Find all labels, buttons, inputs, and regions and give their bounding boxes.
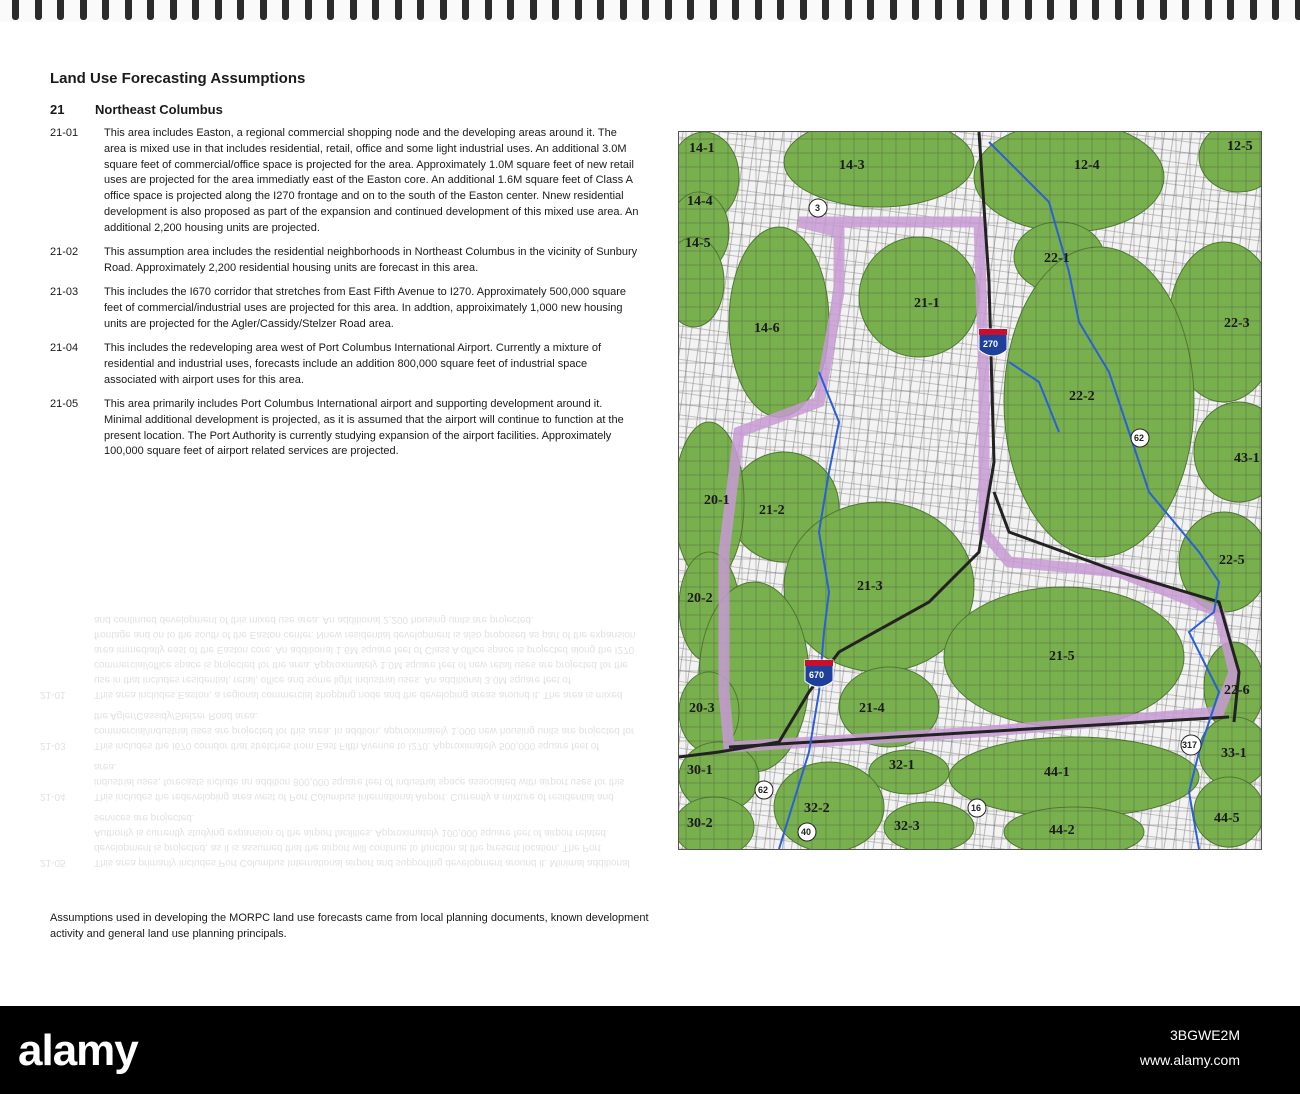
map-canvas [679,132,1261,849]
binding-ring [530,0,537,20]
zone-label: 44-5 [1214,811,1240,826]
binding-ring [417,0,424,20]
entry-code: 21-04 [50,342,79,355]
binding-ring [957,0,964,20]
zone-label: 33-1 [1221,746,1247,761]
entry-text: This assumption area includes the residential neighborhoods in Northeast Columbus in the vicinity of Sunbury Road. Approximately 2,200 residential housing units are forecast in this area. [104,246,638,274]
spiral-binding [0,0,1300,22]
route-shield [1181,735,1201,755]
binding-ring [215,0,222,20]
svg-text:16: 16 [971,803,982,813]
zone-label: 32-3 [894,819,920,834]
zone-label: 20-3 [689,701,715,716]
binding-ring [890,0,897,20]
bleed-through-text: 21-05 This area primarily includes Port Columbus International airport and supporting development around it. Minimal additional development is projected, as it is assumed that the airport will continue to function at the present location. The Port Authority is currently studying expansion of the airport facilities. Approximately 100,000 square feet of airport related services are projected. 21-04 This includes the redeveloping area west of Port Columbus International Airport. Currently a mixture of residential and industrial uses, forecasts include an addition 800,000 square feet of industrial space associated with airport uses for this area. 21-03 This includes the I670 corridor that stretches from East Fifth Avenue to I270. Approximately 500,000 square feet of commercial/industrial uses are projected for this area. In addtion, approiximately 1,000 new housing units are projected for the Agler/Cassidy/Stelzer Road area. 21-01 This area includes Easton, a regional commercial shopping node and the developing areas around it. The area is mixed use in that includes residential, retail, office and some light industrial uses. An additional 3.0M square feet of commercial/office space is projected for the area. Approximately 1.0M square feet of new retail uses are projected for the area immediatly east of the Easton core. An additional 1.6M square feet of Class A office space is projected along the I270 frontage and on to the south of the Easton center. Nnew residential development is also proposed as part of the expansion and continued development of this mixed use area. An additional 2,200 housing units are projected. [40,614,636,868]
binding-ring [507,0,514,20]
section-name: Northeast Columbus [95,102,223,117]
binding-ring [1115,0,1122,20]
interstate-shield [979,329,1007,356]
zone-label: 20-1 [704,493,730,508]
svg-text:62: 62 [758,785,769,795]
binding-ring [170,0,177,20]
zone-label: 22-6 [1224,683,1250,698]
binding-ring [305,0,312,20]
zone-label: 22-2 [1069,389,1095,404]
zone-label: 20-2 [687,591,713,606]
watermark-logo: alamy [18,1026,138,1075]
binding-ring [1160,0,1167,20]
land-use-map [678,131,1262,850]
binding-ring [867,0,874,20]
interstate-shield [805,660,833,687]
binding-ring [125,0,132,20]
binding-ring [1025,0,1032,20]
zone-label: 30-1 [687,763,713,778]
binding-ring [800,0,807,20]
binding-ring [372,0,379,20]
zone-label: 14-5 [685,236,711,251]
binding-ring [1182,0,1189,20]
binding-ring [260,0,267,20]
section-heading [50,102,223,117]
assumption-list [50,126,640,469]
binding-ring [462,0,469,20]
binding-ring [620,0,627,20]
zone-label: 21-1 [914,296,940,311]
binding-ring [102,0,109,20]
zone-label: 12-5 [1227,139,1253,154]
entry-code: 21-02 [50,246,79,259]
binding-ring [710,0,717,20]
binding-ring [912,0,919,20]
binding-ring [12,0,19,20]
route-shield [809,199,827,217]
binding-ring [755,0,762,20]
binding-ring [80,0,87,20]
binding-ring [1047,0,1054,20]
assumption-entry [50,341,640,388]
route-shield [755,781,773,799]
binding-ring [1070,0,1077,20]
svg-text:270: 270 [983,339,999,349]
zone-label: 14-3 [839,158,865,173]
zone-label: 32-2 [804,801,830,816]
binding-ring [282,0,289,20]
binding-ring [665,0,672,20]
binding-ring [687,0,694,20]
zone-label: 22-3 [1224,316,1250,331]
binding-ring [327,0,334,20]
entry-code: 21-05 [50,397,79,410]
binding-ring [57,0,64,20]
zone-label: 22-1 [1044,251,1070,266]
binding-ring [440,0,447,20]
binding-ring [1002,0,1009,20]
zone-label: 12-4 [1074,158,1100,173]
zone-label: 21-4 [859,701,885,716]
binding-ring [485,0,492,20]
zone-label: 14-6 [754,321,780,336]
binding-ring [597,0,604,20]
svg-text:3: 3 [815,203,821,213]
binding-ring [822,0,829,20]
zone-label: 22-5 [1219,553,1245,568]
entry-text: This area primarily includes Port Columbus International airport and supporting development around it. Minimal additional development is projected, as it is assumed that the airport will continue to function at the present location. The Port Authority is currently studying expansion of the airport facilities. Approximately 100,000 square feet of airport related services are projected. [104,397,624,458]
zone-label: 21-5 [1049,649,1075,664]
route-shield [798,823,816,841]
footnote: Assumptions used in developing the MORPC land use forecasts came from local planning documents, known development activity and general land use planning principals. [50,912,649,940]
svg-text:62: 62 [1134,433,1145,443]
zone-label: 44-2 [1049,823,1075,838]
assumption-entry [50,397,640,460]
svg-text:670: 670 [809,670,825,680]
assumption-entry [50,245,640,277]
binding-ring [237,0,244,20]
binding-ring [1295,0,1300,20]
zone-label: 43-1 [1234,451,1260,466]
svg-text:317: 317 [1182,740,1198,750]
binding-ring [1250,0,1257,20]
zone-label: 32-1 [889,758,915,773]
binding-ring [147,0,154,20]
section-number: 21 [50,102,65,117]
entry-code: 21-01 [50,127,79,139]
binding-ring [642,0,649,20]
binding-ring [192,0,199,20]
binding-ring [350,0,357,20]
binding-ring [575,0,582,20]
page-title: Land Use Forecasting Assumptions [50,70,306,87]
zone-label: 30-2 [687,816,713,831]
watermark-image-id: 3BGWE2M [1169,1027,1240,1043]
entry-code: 21-03 [50,286,79,299]
zone-label: 21-3 [857,579,883,594]
watermark-band [0,1006,1300,1094]
binding-ring [980,0,987,20]
entry-text: This includes the I670 corridor that stretches from East Fifth Avenue to I270. Approximately 500,000 square feet of commercial/industrial uses are projected for this area. In addtion, approiximately 1,000 new housing units are projected for the Agler/Cassidy/Stelzer Road area. [104,286,626,330]
route-shield [1131,429,1149,447]
binding-ring [395,0,402,20]
binding-ring [777,0,784,20]
assumption-entry [50,285,640,332]
zone-label: 44-1 [1044,765,1070,780]
binding-ring [732,0,739,20]
entry-text: This area includes Easton, a regional commercial shopping node and the developing areas around it. The area is mixed use in that includes residential, retail, office and some light industrial uses. An additional 3.0M square feet of commercial/office space is projected for the area. Approximately 1.0M square feet of new retail uses are projected for the area immediatly east of the Easton core. An additional 1.6M square feet of Class A office space is projected along the I270 frontage and on to the south of the Easton center. Nnew residential development is also proposed as part of the expansion and continued development of this mixed use area. An additional 2,200 housing units are projected. [104,127,639,234]
route-shield [968,799,986,817]
binding-ring [1272,0,1279,20]
binding-ring [1137,0,1144,20]
binding-ring [1205,0,1212,20]
assumption-entry [50,126,640,237]
zone-label: 21-2 [759,503,785,518]
binding-ring [935,0,942,20]
svg-text:40: 40 [801,827,812,837]
zone-label: 14-4 [687,194,713,209]
binding-ring [1227,0,1234,20]
watermark-url: www.alamy.com [1139,1052,1240,1068]
zone-label: 14-1 [689,141,715,156]
binding-ring [1092,0,1099,20]
binding-ring [845,0,852,20]
binding-ring [552,0,559,20]
binding-ring [35,0,42,20]
entry-text: This includes the redeveloping area west of Port Columbus International Airport. Currently a mixture of residential and industrial uses, forecasts include an addition 800,000 square feet of industrial space associated with airport uses for this area. [104,342,602,386]
